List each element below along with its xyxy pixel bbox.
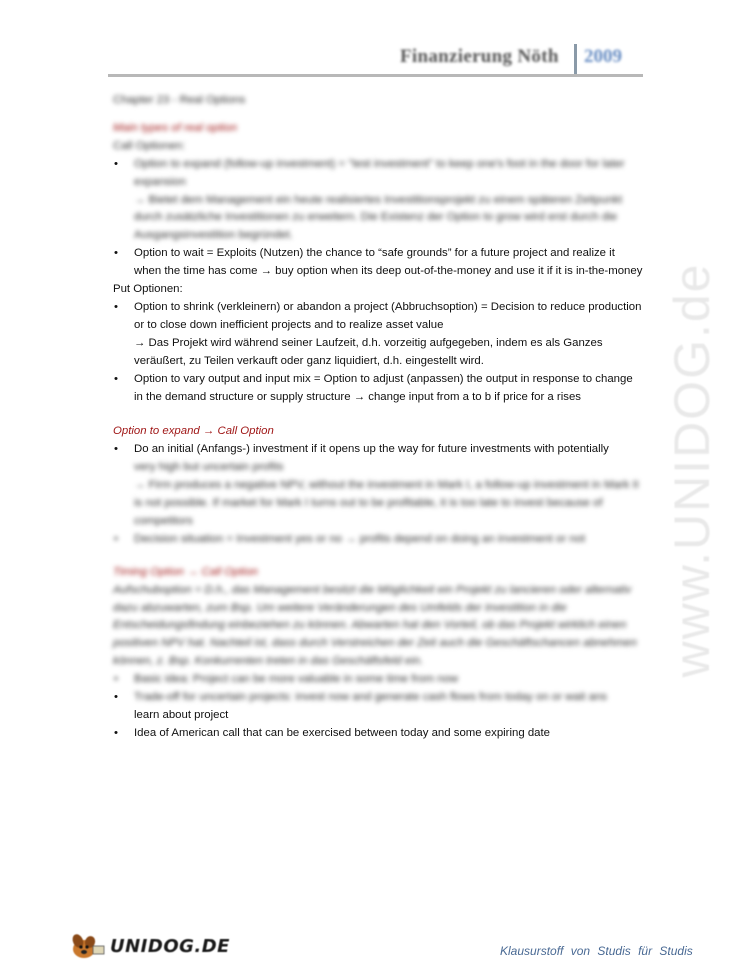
list-item (113, 689, 643, 725)
list-item-text: • Option to shrink (verkleinern) or abandon a project (Abbruchsoption) = Decision to reduce production or to close down inefficient projects and to realize asset value (134, 300, 642, 331)
list-item-subtext: → Firm produces a negative NPV, without the investment in Mark I, a follow-up investment in Mark II is not possible. If market for Mark I turns out to be profitable, it is too late to invest because of competitors (134, 479, 639, 527)
footer-tagline: Klausurstoff von Studis für Studis (500, 944, 693, 958)
list-item-text: • Option to wait = Exploits (Nutzen) the chance to “safe grounds” for a future project and realize it when the time has come → buy option when its deep out-of-the-money and use it if it is in-the-money (134, 247, 643, 278)
timing-paragraph: Aufschuboption = D.h., das Management besitzt die Möglichkeit ein Projekt zu lancieren oder alternativ dazu abzuwarten, zum Bsp. Um weitere Veränderungen des Umfelds der Investition in die Entscheidungsfindung einbeziehen zu können. Abwarten hat den Vorteil, ob das Projekt wirklich einen positiven NPV hat. Nachteil ist, dass durch Verstreichen der Zeit auch die Geschäftschancen abnehmen können, z. Bsp. Konkurrenten treten in das Geschäftsfeld ein. (113, 583, 637, 668)
list-item-subtext: → Das Projekt wird während seiner Laufzeit, d.h. vorzeitig aufgegeben, indem es als Ganzes veräußert, zu Teilen verkauft oder ganz liquidiert, d.h. eingestellt wird. (134, 336, 603, 367)
unidog-logo (68, 932, 230, 960)
call-options-list (113, 156, 643, 281)
list-item (113, 531, 643, 549)
document-body (113, 92, 643, 743)
list-item (113, 156, 643, 246)
list-item-text: learn about project (134, 709, 229, 721)
list-item-text: • Basic idea: Project can be more valuable in some time from now (134, 673, 459, 686)
header-rule (108, 74, 643, 77)
timing-list (113, 671, 643, 743)
list-item-subtext: → Bietet dem Management ein heute realisiertes Investitionsprojekt zu einem späteren Zeitpunkt durch zusätzliche Investitionen zu erweitern. Die Existenz der Option to grow wird erst durch die Ausgangsinvestition begründet. (134, 193, 623, 242)
logo-text: UNIDOG.DE (110, 935, 230, 957)
list-item (113, 671, 643, 689)
header-separator (574, 44, 577, 74)
put-options-list (113, 299, 643, 406)
list-item (113, 299, 643, 371)
expand-list (113, 441, 643, 548)
list-item-text-blurred: • Trade-off for uncertain projects: invest now and generate cash flows from today on or wait ans (134, 691, 607, 704)
list-item (113, 725, 643, 743)
section-heading-option-to-expand: Option to expand → Call Option (113, 425, 274, 438)
chapter-title: Chapter 23 - Real Options (113, 94, 246, 106)
list-item-text: • Do an initial (Anfangs-) investment if it opens up the way for future investments with potentially (134, 443, 609, 456)
list-item (113, 371, 643, 407)
header-title: Finanzierung Nöth (400, 46, 559, 67)
list-item-text-blurred: very high but uncertain profits (134, 461, 284, 474)
call-options-label: Call Optionen: (113, 139, 186, 152)
put-options-label: Put Optionen: (113, 283, 183, 296)
list-item (113, 441, 643, 531)
list-item-text: • Idea of American call that can be exercised between today and some expiring date (134, 726, 551, 739)
header-year: 2009 (584, 46, 622, 67)
section-heading-real-options: Main types of real option (113, 121, 238, 134)
list-item-text: • Option to expand (follow-up investment) = "test investment" to keep one's foot in the door for later expansion (134, 157, 625, 188)
watermark: www.UNIDOG.de (664, 262, 720, 678)
list-item-text: • Decision situation = Investment yes or no → profits depend on doing an investment or not (134, 532, 586, 545)
dog-icon (68, 932, 106, 960)
list-item-text: • Option to vary output and input mix = Option to adjust (anpassen) the output in response to change in the demand structure or supply structure → change input from a to b if price for a rises (134, 372, 633, 403)
list-item (113, 245, 643, 281)
section-heading-timing-option: Timing Option → Call Option (113, 565, 258, 578)
